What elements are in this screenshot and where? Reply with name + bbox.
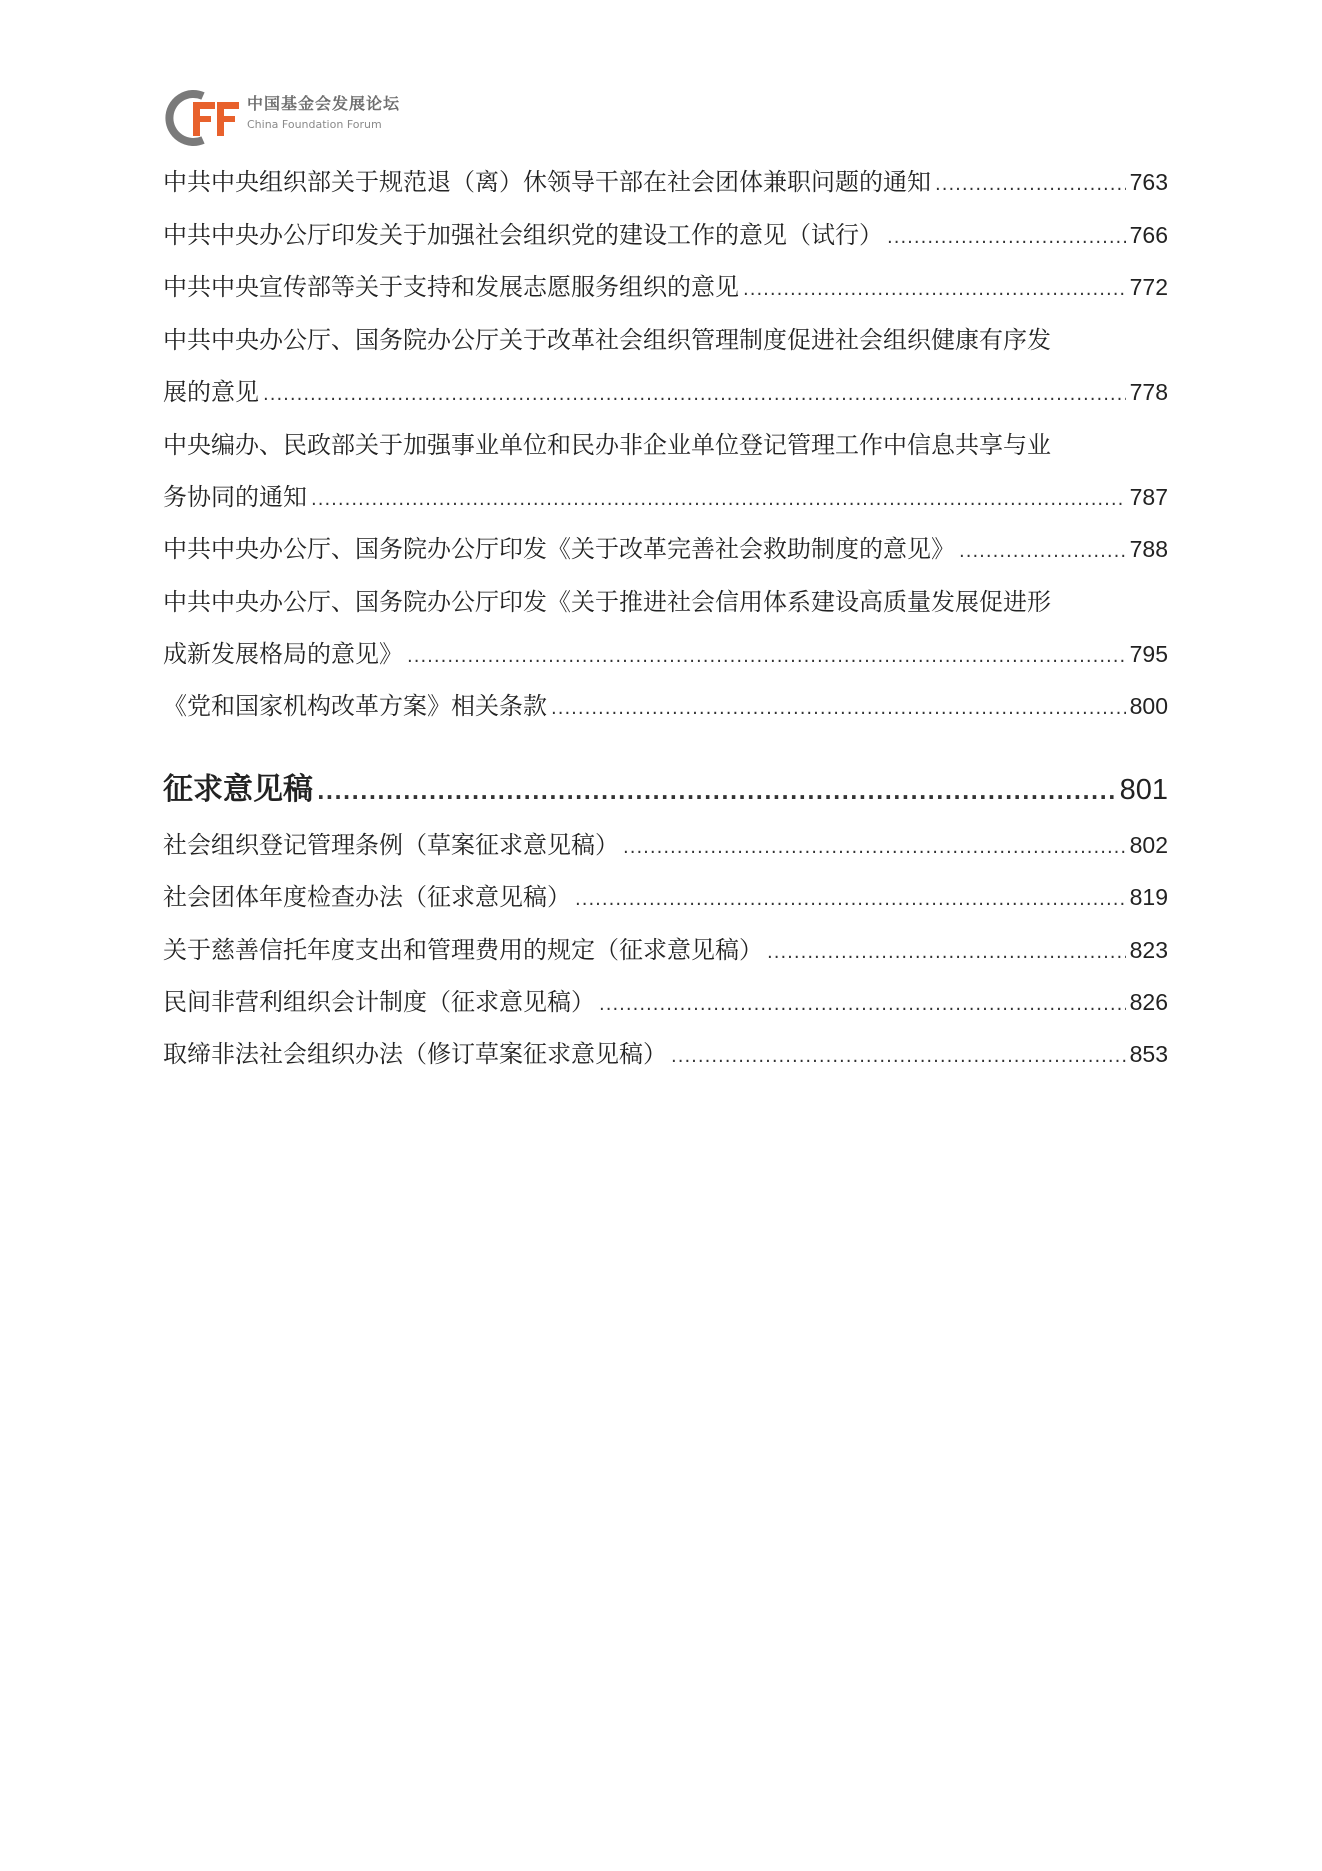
toc-entry-title: 民间非营利组织会计制度（征求意见稿） bbox=[163, 988, 595, 1016]
toc-entry-page: 853 bbox=[1129, 1041, 1168, 1067]
toc-entry-page: 788 bbox=[1129, 536, 1168, 562]
toc-entry-title-line1: 中共中央办公厅、国务院办公厅关于改革社会组织管理制度促进社会组织健康有序发 bbox=[163, 326, 1051, 354]
toc-entry-title: 取缔非法社会组织办法（修订草案征求意见稿） bbox=[163, 1040, 667, 1068]
toc-entry-page: 772 bbox=[1129, 274, 1168, 300]
dot-leader bbox=[743, 281, 1126, 299]
toc-entry-title: 社会团体年度检查办法（征求意见稿） bbox=[163, 883, 571, 911]
toc-entry-title-line1: 中共中央办公厅、国务院办公厅印发《关于推进社会信用体系建设高质量发展促进形 bbox=[163, 588, 1051, 616]
toc-entry-title: 中共中央宣传部等关于支持和发展志愿服务组织的意见 bbox=[163, 273, 739, 301]
dot-leader bbox=[551, 700, 1126, 718]
dot-leader bbox=[887, 229, 1126, 247]
toc-entry-page: 763 bbox=[1129, 169, 1168, 195]
dot-leader bbox=[935, 176, 1126, 194]
logo-title-cn: 中国基金会发展论坛 bbox=[247, 94, 401, 113]
dot-leader bbox=[311, 491, 1126, 509]
toc-entry-page: 766 bbox=[1129, 222, 1168, 248]
toc-entry-page: 819 bbox=[1129, 884, 1168, 910]
toc-entry-title: 社会组织登记管理条例（草案征求意见稿） bbox=[163, 831, 619, 859]
dot-leader bbox=[671, 1048, 1126, 1066]
dot-leader bbox=[263, 386, 1126, 404]
toc-entry-page: 787 bbox=[1129, 484, 1168, 510]
toc-entry-title: 中共中央办公厅印发关于加强社会组织党的建设工作的意见（试行） bbox=[163, 221, 883, 249]
dot-leader bbox=[623, 839, 1126, 857]
toc-entry-page: 795 bbox=[1129, 641, 1168, 667]
toc-entry-title: 中共中央办公厅、国务院办公厅印发《关于改革完善社会救助制度的意见》 bbox=[163, 535, 955, 563]
toc-entry-title-line2: 成新发展格局的意见》 bbox=[163, 640, 403, 668]
toc-entry-page: 800 bbox=[1129, 693, 1168, 719]
dot-leader bbox=[599, 996, 1126, 1014]
dot-leader bbox=[317, 782, 1116, 802]
toc-entry-title: 《党和国家机构改革方案》相关条款 bbox=[163, 692, 547, 720]
dot-leader bbox=[407, 648, 1126, 666]
toc-entry-title-line1: 中央编办、民政部关于加强事业单位和民办非企业单位登记管理工作中信息共享与业 bbox=[163, 431, 1051, 459]
toc-entry-title-line2: 务协同的通知 bbox=[163, 483, 307, 511]
toc-entry-title: 中共中央组织部关于规范退（离）休领导干部在社会团体兼职问题的通知 bbox=[163, 168, 931, 196]
logo-mark-icon bbox=[163, 88, 243, 148]
toc-entry-page: 802 bbox=[1129, 832, 1168, 858]
logo-title-en: China Foundation Forum bbox=[247, 118, 382, 131]
toc-entry-page: 823 bbox=[1129, 937, 1168, 963]
toc-entry-title: 关于慈善信托年度支出和管理费用的规定（征求意见稿） bbox=[163, 936, 763, 964]
section-title: 征求意见稿 bbox=[163, 772, 313, 807]
header-logo bbox=[163, 88, 433, 148]
toc-entry-page: 826 bbox=[1129, 989, 1168, 1015]
dot-leader bbox=[959, 543, 1126, 561]
dot-leader bbox=[767, 944, 1126, 962]
section-page: 801 bbox=[1119, 774, 1168, 806]
dot-leader bbox=[575, 891, 1126, 909]
toc-entry-title-line2: 展的意见 bbox=[163, 378, 259, 406]
toc-entry-page: 778 bbox=[1129, 379, 1168, 405]
